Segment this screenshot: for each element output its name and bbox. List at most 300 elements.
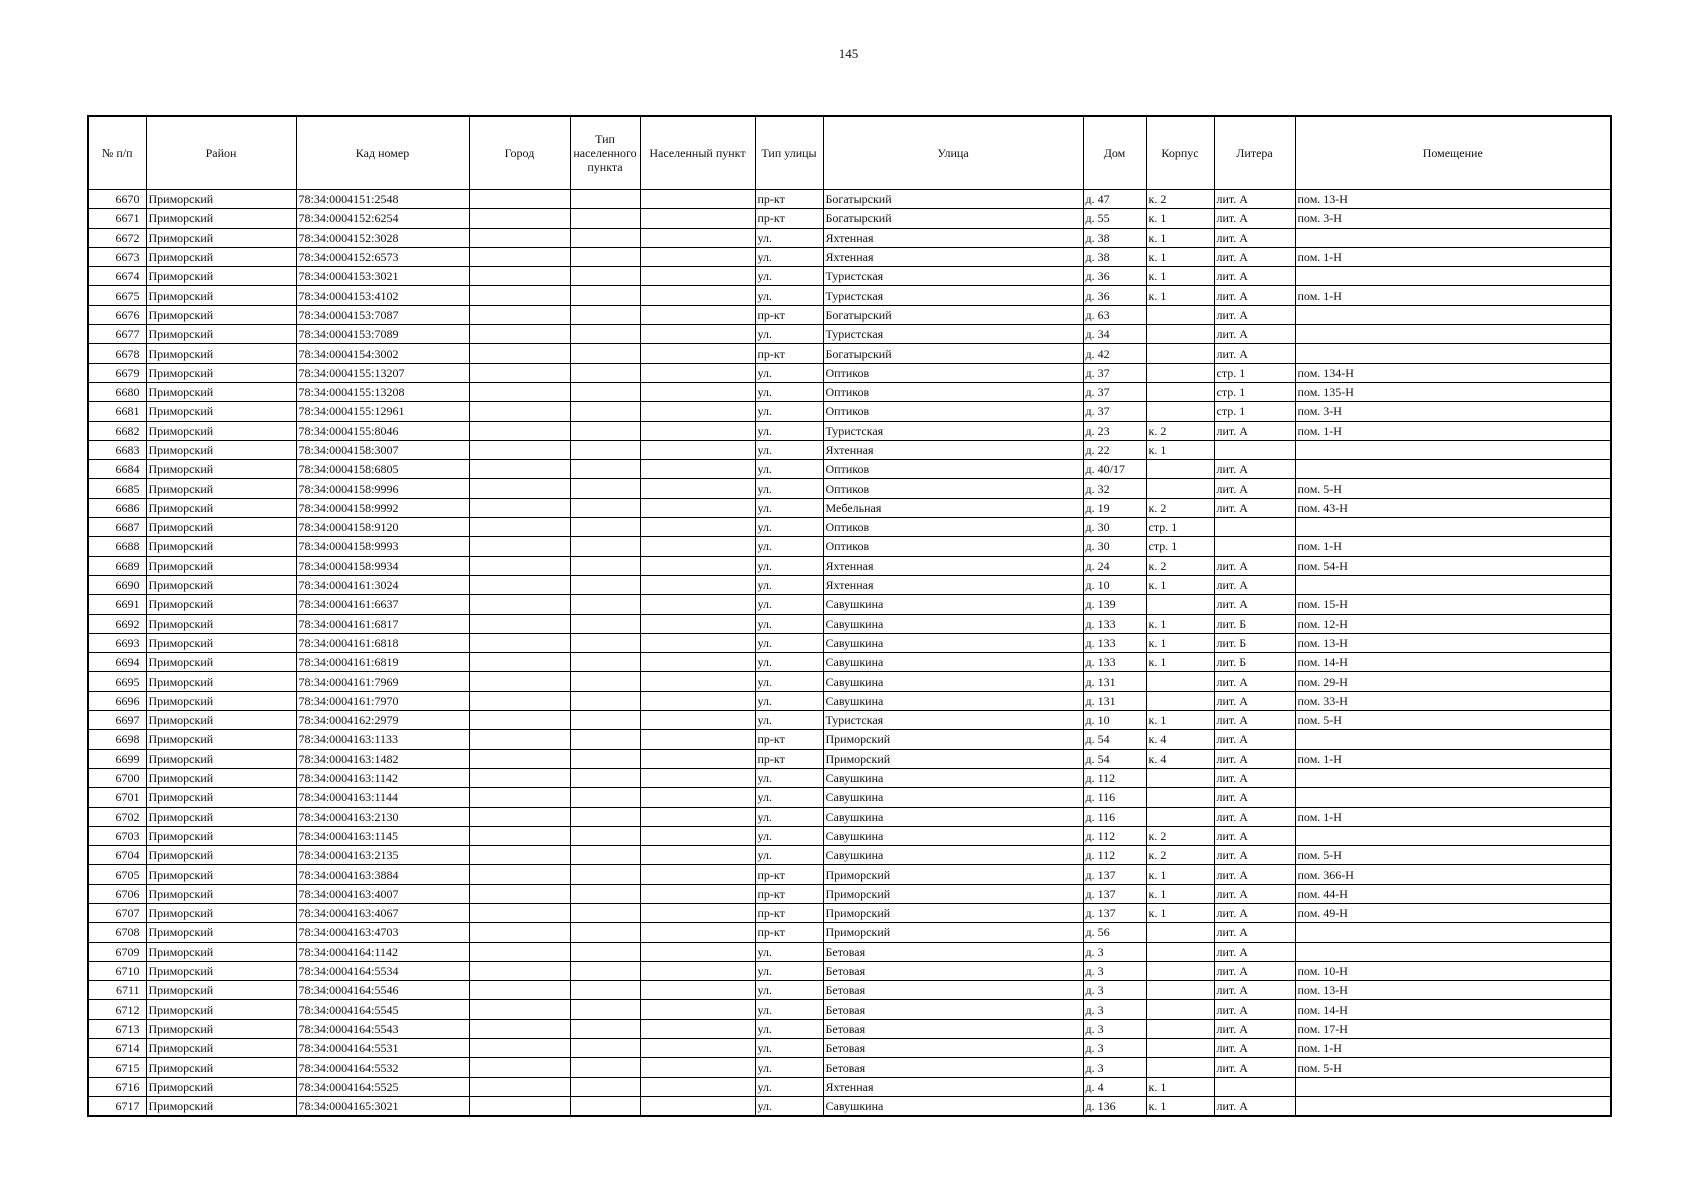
cell-settlement-type [570,595,640,614]
cell-city [469,1039,570,1058]
cell-number: 6704 [88,846,146,865]
cell-building: к. 1 [1146,440,1214,459]
cell-letter: лит. А [1214,807,1295,826]
cell-settlement [640,402,755,421]
cell-house: д. 3 [1083,1039,1146,1058]
cell-street-type: ул. [755,1000,823,1019]
cell-house: д. 131 [1083,691,1146,710]
cell-street-type: ул. [755,267,823,286]
cell-street: Савушкина [823,672,1083,691]
cell-house: д. 63 [1083,305,1146,324]
cell-district: Приморский [146,498,296,517]
cell-settlement-type [570,305,640,324]
cell-settlement-type [570,826,640,845]
cell-settlement [640,460,755,479]
cell-settlement-type [570,865,640,884]
cell-letter: лит. А [1214,190,1295,209]
cell-street: Яхтенная [823,575,1083,594]
header-street: Улица [823,116,1083,190]
cell-premises: пом. 1-Н [1295,286,1611,305]
cell-settlement [640,344,755,363]
cell-district: Приморский [146,961,296,980]
cell-building [1146,325,1214,344]
cell-premises: пом. 29-Н [1295,672,1611,691]
cell-district: Приморский [146,228,296,247]
cell-premises: пом. 13-Н [1295,633,1611,652]
cell-settlement [640,981,755,1000]
cell-street-type: ул. [755,981,823,1000]
cell-settlement-type [570,1077,640,1096]
cell-street-type: пр-кт [755,903,823,922]
cell-house: д. 32 [1083,479,1146,498]
cell-city [469,730,570,749]
cell-premises: пом. 3-Н [1295,402,1611,421]
cell-street: Оптиков [823,460,1083,479]
cell-settlement [640,633,755,652]
cell-letter: стр. 1 [1214,382,1295,401]
cell-house: д. 133 [1083,653,1146,672]
cell-settlement [640,653,755,672]
cell-city [469,826,570,845]
cell-city [469,537,570,556]
page-number: 145 [838,46,859,61]
cell-letter: лит. А [1214,228,1295,247]
cell-cadastral-number: 78:34:0004161:7969 [296,672,469,691]
cell-city [469,923,570,942]
cell-cadastral-number: 78:34:0004151:2548 [296,190,469,209]
cell-street-type: ул. [755,633,823,652]
cell-cadastral-number: 78:34:0004163:3884 [296,865,469,884]
cell-building: к. 1 [1146,247,1214,266]
cell-city [469,1000,570,1019]
cell-district: Приморский [146,788,296,807]
table-row [88,479,1611,498]
cell-street: Богатырский [823,344,1083,363]
cell-district: Приморский [146,402,296,421]
cell-building [1146,942,1214,961]
cell-letter: лит. А [1214,981,1295,1000]
cell-cadastral-number: 78:34:0004152:6573 [296,247,469,266]
cell-building: к. 1 [1146,209,1214,228]
cell-premises [1295,942,1611,961]
cell-district: Приморский [146,903,296,922]
cell-city [469,1019,570,1038]
cell-number: 6708 [88,923,146,942]
cell-settlement [640,788,755,807]
cell-district: Приморский [146,826,296,845]
cell-cadastral-number: 78:34:0004165:3021 [296,1096,469,1116]
table-row [88,614,1611,633]
cell-letter: лит. А [1214,267,1295,286]
cell-letter: лит. А [1214,826,1295,845]
cell-street-type: пр-кт [755,749,823,768]
cell-street-type: пр-кт [755,923,823,942]
cell-city [469,479,570,498]
cell-street-type: ул. [755,325,823,344]
table-row [88,884,1611,903]
cell-street: Приморский [823,749,1083,768]
cell-street: Савушкина [823,768,1083,787]
cell-number: 6679 [88,363,146,382]
cell-cadastral-number: 78:34:0004155:13207 [296,363,469,382]
cell-settlement-type [570,498,640,517]
table-header [88,116,1611,190]
cell-premises: пом. 14-Н [1295,1000,1611,1019]
header-house: Дом [1083,116,1146,190]
cell-cadastral-number: 78:34:0004164:1142 [296,942,469,961]
cell-premises: пом. 134-Н [1295,363,1611,382]
table-row [88,730,1611,749]
table-body [88,190,1611,1117]
cell-street-type: пр-кт [755,730,823,749]
cell-cadastral-number: 78:34:0004161:6817 [296,614,469,633]
cell-street: Приморский [823,903,1083,922]
cell-cadastral-number: 78:34:0004164:5546 [296,981,469,1000]
cell-street-type: ул. [755,228,823,247]
cell-premises [1295,228,1611,247]
cell-premises: пом. 5-Н [1295,479,1611,498]
table-row [88,1096,1611,1116]
cell-number: 6695 [88,672,146,691]
cell-premises: пом. 33-Н [1295,691,1611,710]
cell-letter: лит. А [1214,1058,1295,1077]
cell-cadastral-number: 78:34:0004163:4703 [296,923,469,942]
cell-building [1146,788,1214,807]
table-row [88,942,1611,961]
cell-letter [1214,518,1295,537]
cell-city [469,846,570,865]
cell-building [1146,344,1214,363]
cell-number: 6680 [88,382,146,401]
cell-settlement-type [570,556,640,575]
cell-city [469,209,570,228]
cell-settlement-type [570,1019,640,1038]
cell-street-type: ул. [755,575,823,594]
table-row [88,633,1611,652]
cell-street: Оптиков [823,479,1083,498]
cell-building [1146,672,1214,691]
cell-street: Савушкина [823,788,1083,807]
cell-cadastral-number: 78:34:0004152:6254 [296,209,469,228]
cell-letter: лит. А [1214,556,1295,575]
cell-house: д. 137 [1083,903,1146,922]
cell-premises [1295,730,1611,749]
cell-letter: лит. А [1214,460,1295,479]
cell-settlement-type [570,749,640,768]
cell-street-type: ул. [755,1019,823,1038]
cell-street: Приморский [823,923,1083,942]
cell-number: 6711 [88,981,146,1000]
cell-number: 6702 [88,807,146,826]
cell-premises [1295,460,1611,479]
table-row [88,595,1611,614]
cell-house: д. 137 [1083,884,1146,903]
cell-street-type: ул. [755,537,823,556]
cell-house: д. 137 [1083,865,1146,884]
cell-settlement [640,421,755,440]
cell-street-type: ул. [755,247,823,266]
header-settlement-type: Тип населенного пункта [570,116,640,190]
cell-settlement [640,1058,755,1077]
cell-building: к. 1 [1146,286,1214,305]
cell-number: 6714 [88,1039,146,1058]
cell-number: 6685 [88,479,146,498]
cell-settlement [640,942,755,961]
cell-settlement-type [570,247,640,266]
cell-city [469,1096,570,1116]
cell-number: 6700 [88,768,146,787]
cell-number: 6674 [88,267,146,286]
cell-settlement-type [570,633,640,652]
cell-settlement [640,498,755,517]
cell-number: 6690 [88,575,146,594]
cell-settlement [640,730,755,749]
cell-district: Приморский [146,1039,296,1058]
cell-street: Савушкина [823,826,1083,845]
cell-district: Приморский [146,981,296,1000]
cell-district: Приморский [146,730,296,749]
cell-street-type: ул. [755,788,823,807]
cell-letter: лит. А [1214,903,1295,922]
cell-building: к. 1 [1146,633,1214,652]
cell-district: Приморский [146,190,296,209]
cell-letter: лит. А [1214,942,1295,961]
cell-premises [1295,440,1611,459]
table-row [88,865,1611,884]
cell-settlement-type [570,1058,640,1077]
cell-settlement [640,923,755,942]
cell-number: 6699 [88,749,146,768]
cell-city [469,807,570,826]
cell-street-type: ул. [755,826,823,845]
cell-number: 6694 [88,653,146,672]
cell-settlement-type [570,344,640,363]
cell-city [469,788,570,807]
cell-street-type: ул. [755,518,823,537]
cell-building: к. 1 [1146,1096,1214,1116]
cell-street: Савушкина [823,807,1083,826]
cell-building [1146,305,1214,324]
cell-city [469,344,570,363]
header-district: Район [146,116,296,190]
cell-number: 6689 [88,556,146,575]
cell-street-type: ул. [755,460,823,479]
cell-house: д. 116 [1083,807,1146,826]
table-row [88,672,1611,691]
table-row [88,691,1611,710]
table-row [88,903,1611,922]
cell-street-type: ул. [755,1077,823,1096]
cell-house: д. 133 [1083,614,1146,633]
cell-street-type: ул. [755,440,823,459]
table-row [88,653,1611,672]
cell-house: д. 30 [1083,537,1146,556]
cell-number: 6677 [88,325,146,344]
cell-settlement-type [570,711,640,730]
cell-premises: пом. 1-Н [1295,1039,1611,1058]
cell-district: Приморский [146,479,296,498]
cell-building [1146,460,1214,479]
cell-cadastral-number: 78:34:0004155:8046 [296,421,469,440]
cell-letter: стр. 1 [1214,363,1295,382]
table-row [88,1039,1611,1058]
cell-street-type: пр-кт [755,884,823,903]
cell-house: д. 131 [1083,672,1146,691]
cell-city [469,1058,570,1077]
cell-letter: лит. А [1214,730,1295,749]
cell-settlement-type [570,479,640,498]
cell-letter: лит. А [1214,479,1295,498]
cell-settlement-type [570,923,640,942]
cell-premises [1295,826,1611,845]
cell-district: Приморский [146,382,296,401]
cell-cadastral-number: 78:34:0004164:5543 [296,1019,469,1038]
cell-street: Бетовая [823,1039,1083,1058]
cell-number: 6670 [88,190,146,209]
cell-letter: лит. А [1214,846,1295,865]
cell-settlement-type [570,1039,640,1058]
cell-street: Туристская [823,711,1083,730]
cell-city [469,382,570,401]
table-row [88,768,1611,787]
cell-district: Приморский [146,1096,296,1116]
cell-street: Приморский [823,884,1083,903]
cell-settlement-type [570,614,640,633]
cell-street: Бетовая [823,981,1083,1000]
cell-settlement [640,826,755,845]
cell-cadastral-number: 78:34:0004158:9120 [296,518,469,537]
table-row [88,440,1611,459]
cell-cadastral-number: 78:34:0004161:6818 [296,633,469,652]
cell-city [469,190,570,209]
cell-building: стр. 1 [1146,537,1214,556]
cell-settlement [640,382,755,401]
cell-cadastral-number: 78:34:0004162:2979 [296,711,469,730]
cell-settlement-type [570,382,640,401]
cell-street: Яхтенная [823,556,1083,575]
cell-district: Приморский [146,325,296,344]
cell-cadastral-number: 78:34:0004164:5532 [296,1058,469,1077]
cell-cadastral-number: 78:34:0004161:7970 [296,691,469,710]
cell-letter: стр. 1 [1214,402,1295,421]
cell-settlement-type [570,672,640,691]
cell-settlement-type [570,537,640,556]
cell-building [1146,1058,1214,1077]
cell-settlement [640,846,755,865]
cell-settlement-type [570,228,640,247]
cell-number: 6698 [88,730,146,749]
cell-street-type: ул. [755,672,823,691]
cell-premises: пом. 5-Н [1295,711,1611,730]
cell-settlement-type [570,575,640,594]
cell-letter: лит. А [1214,286,1295,305]
cell-district: Приморский [146,518,296,537]
cell-settlement [640,286,755,305]
cell-city [469,768,570,787]
cell-house: д. 19 [1083,498,1146,517]
cell-house: д. 112 [1083,768,1146,787]
cell-city [469,421,570,440]
cell-street: Приморский [823,865,1083,884]
cell-number: 6701 [88,788,146,807]
cell-settlement [640,807,755,826]
cell-premises [1295,305,1611,324]
cell-street-type: пр-кт [755,209,823,228]
table-row [88,826,1611,845]
cell-building: к. 1 [1146,1077,1214,1096]
cell-letter: лит. А [1214,1000,1295,1019]
cell-building: к. 1 [1146,711,1214,730]
cell-building: к. 1 [1146,653,1214,672]
cell-settlement-type [570,653,640,672]
cell-premises [1295,344,1611,363]
cell-building [1146,1000,1214,1019]
cell-city [469,942,570,961]
cell-cadastral-number: 78:34:0004152:3028 [296,228,469,247]
cell-building: к. 2 [1146,846,1214,865]
cell-settlement-type [570,460,640,479]
cell-street-type: ул. [755,961,823,980]
cell-number: 6675 [88,286,146,305]
cell-street: Приморский [823,730,1083,749]
cell-premises: пом. 1-Н [1295,807,1611,826]
cell-number: 6696 [88,691,146,710]
table-row [88,788,1611,807]
cell-street: Туристская [823,325,1083,344]
cell-street: Оптиков [823,402,1083,421]
cell-cadastral-number: 78:34:0004164:5545 [296,1000,469,1019]
cell-cadastral-number: 78:34:0004161:6819 [296,653,469,672]
cell-settlement-type [570,1000,640,1019]
cell-premises [1295,575,1611,594]
cell-number: 6687 [88,518,146,537]
table-row [88,267,1611,286]
cell-number: 6710 [88,961,146,980]
cell-settlement [640,267,755,286]
cell-district: Приморский [146,595,296,614]
cell-street: Бетовая [823,942,1083,961]
cell-number: 6681 [88,402,146,421]
cell-district: Приморский [146,1019,296,1038]
table-row [88,190,1611,209]
cell-street-type: ул. [755,363,823,382]
cell-settlement-type [570,730,640,749]
cell-settlement [640,305,755,324]
cell-settlement-type [570,691,640,710]
cell-cadastral-number: 78:34:0004163:2135 [296,846,469,865]
cell-settlement [640,749,755,768]
cell-number: 6691 [88,595,146,614]
cell-street: Яхтенная [823,440,1083,459]
cell-street: Савушкина [823,691,1083,710]
table-row [88,344,1611,363]
cell-settlement [640,440,755,459]
cell-premises: пом. 49-Н [1295,903,1611,922]
cell-city [469,286,570,305]
cell-settlement [640,961,755,980]
cell-district: Приморский [146,286,296,305]
cell-settlement [640,865,755,884]
cell-city [469,460,570,479]
cell-cadastral-number: 78:34:0004163:4007 [296,884,469,903]
cell-letter: лит. А [1214,575,1295,594]
cell-house: д. 3 [1083,1058,1146,1077]
cell-building [1146,923,1214,942]
cell-number: 6682 [88,421,146,440]
header-building: Корпус [1146,116,1214,190]
header-row [88,116,1611,190]
cell-letter: лит. А [1214,865,1295,884]
